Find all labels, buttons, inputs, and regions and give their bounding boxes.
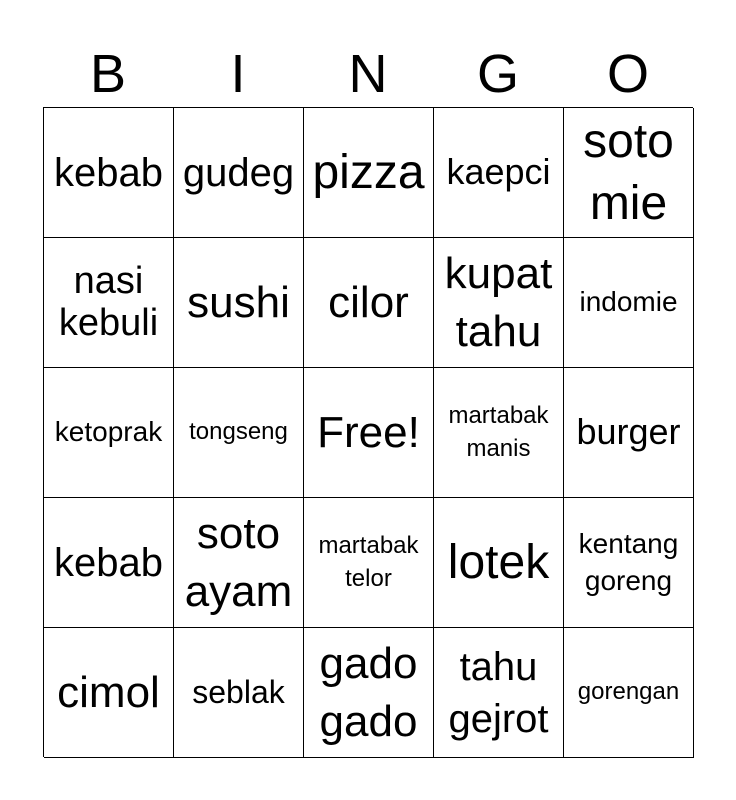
bingo-cell[interactable]: soto mie [564, 108, 694, 238]
header-letter-b: B [89, 44, 127, 104]
bingo-cell[interactable]: kupat tahu [434, 238, 564, 368]
bingo-cell[interactable]: tongseng [174, 368, 304, 498]
bingo-cell[interactable]: kebab [44, 498, 174, 628]
bingo-cell[interactable]: pizza [304, 108, 434, 238]
header-letter-g: G [476, 44, 519, 104]
bingo-header [43, 42, 693, 106]
bingo-card [43, 107, 693, 757]
bingo-cell[interactable]: ketoprak [44, 368, 174, 498]
free-space-cell[interactable]: Free! [304, 368, 434, 498]
bingo-cell[interactable]: gudeg [174, 108, 304, 238]
bingo-cell[interactable]: cimol [44, 628, 174, 758]
bingo-cell[interactable]: nasi kebuli [44, 238, 174, 368]
bingo-cell[interactable]: gado gado [304, 628, 434, 758]
bingo-cell[interactable]: kentang goreng [564, 498, 694, 628]
header-letter-i: I [230, 44, 246, 104]
bingo-cell[interactable]: lotek [434, 498, 564, 628]
bingo-cell[interactable]: soto ayam [174, 498, 304, 628]
bingo-cell[interactable]: seblak [174, 628, 304, 758]
header-letter-n: N [348, 44, 388, 104]
header-letter-o: O [606, 44, 649, 104]
bingo-cell[interactable]: sushi [174, 238, 304, 368]
bingo-cell[interactable]: gorengan [564, 628, 694, 758]
bingo-cell[interactable]: indomie [564, 238, 694, 368]
bingo-cell[interactable]: martabak telor [304, 498, 434, 628]
bingo-cell[interactable]: kebab [44, 108, 174, 238]
bingo-cell[interactable]: kaepci [434, 108, 564, 238]
bingo-cell[interactable]: burger [564, 368, 694, 498]
bingo-cell[interactable]: tahu gejrot [434, 628, 564, 758]
bingo-cell[interactable]: cilor [304, 238, 434, 368]
bingo-cell[interactable]: martabak manis [434, 368, 564, 498]
